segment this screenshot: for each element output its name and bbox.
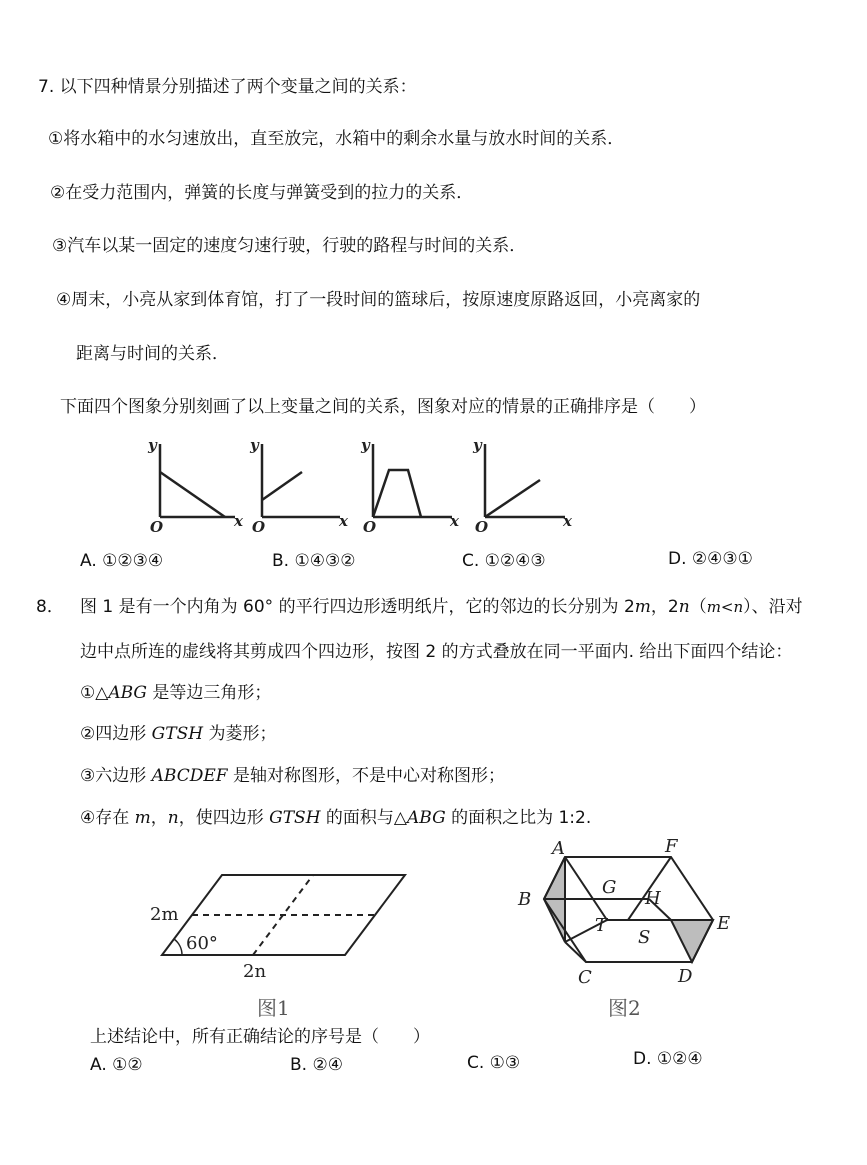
axis-y-4: y — [473, 436, 482, 454]
fig2-label-e: E — [717, 913, 731, 934]
fig2-label-f: F — [665, 836, 678, 857]
axis-o-4: O — [475, 518, 489, 536]
fig2-label-h: H — [645, 888, 661, 909]
q7-graph-3 — [373, 444, 452, 517]
q8-line-2: 边中点所连的虚线将其剪成四个四边形，按图 2 的方式叠放在同一平面内. 给出下面四个结论： — [80, 642, 793, 662]
axis-o-3: O — [363, 518, 377, 536]
q8-conclusion-2: ②四边形 GTSH 为菱形； — [80, 724, 277, 744]
q8-number: 8． — [36, 597, 64, 617]
fig1-caption: 图1 — [257, 996, 290, 1020]
fig2-label-g: G — [602, 877, 617, 898]
q7-scenario-2: ②在受力范围内，弹簧的长度与弹簧受到的拉力的关系． — [50, 183, 474, 203]
q7-question: 下面四个图象分别刻画了以上变量之间的关系，图象对应的情景的正确排序是（ ） — [60, 397, 706, 417]
q7-scenario-4: ④周末，小亮从家到体育馆，打了一段时间的篮球后，按原速度原路返回，小亮离家的 — [56, 290, 701, 310]
axis-y-2: y — [250, 436, 259, 454]
axis-x-2: x — [339, 512, 348, 530]
q7-graphs — [140, 432, 580, 537]
q7-graph-4 — [485, 444, 565, 517]
fig2-label-s: S — [638, 927, 651, 948]
q8-line-1: 图 1 是有一个内角为 60° 的平行四边形透明纸片，它的邻边的长分别为 2m，2n（m<n）、沿对 — [80, 597, 803, 617]
q7-stem: 7. 以下四种情景分别描述了两个变量之间的关系： — [38, 77, 417, 97]
q7-option-a[interactable]: A. ①②③④ — [80, 551, 164, 571]
axis-o-2: O — [252, 518, 266, 536]
q8-option-d[interactable]: D. ①②④ — [633, 1049, 703, 1069]
fig1-label-2n: 2n — [243, 961, 267, 982]
q7-scenario-1: ①将水箱中的水匀速放出，直至放完，水箱中的剩余水量与放水时间的关系． — [48, 129, 625, 149]
q7-scenario-4-cont: 距离与时间的关系． — [76, 344, 229, 364]
figure-1 — [140, 860, 430, 1020]
q8-conclusion-3: ③六边形 ABCDEF 是轴对称图形，不是中心对称图形； — [80, 766, 505, 786]
fig1-angle: 60° — [186, 933, 218, 954]
fig2-label-t: T — [595, 915, 608, 936]
axis-x-1: x — [234, 512, 243, 530]
axis-o-1: O — [150, 518, 164, 536]
axis-y-3: y — [361, 436, 370, 454]
fig2-label-d: D — [678, 966, 693, 987]
q8-option-c[interactable]: C. ①③ — [467, 1053, 521, 1073]
q7-option-c[interactable]: C. ①②④③ — [462, 551, 546, 571]
fig2-label-c: C — [578, 967, 592, 988]
q7-option-d[interactable]: D. ②④③① — [668, 549, 753, 569]
fig2-caption: 图2 — [608, 996, 641, 1020]
axis-y-1: y — [148, 436, 157, 454]
q7-graph-1 — [160, 444, 235, 517]
q8-option-a[interactable]: A. ①② — [90, 1055, 143, 1075]
q8-conclusion-4: ④存在 m，n，使四边形 GTSH 的面积与△ABG 的面积之比为 1:2. — [80, 808, 592, 828]
figure-2 — [510, 832, 760, 1032]
q7-scenario-3: ③汽车以某一固定的速度匀速行驶，行驶的路程与时间的关系． — [52, 236, 527, 256]
fig2-label-b: B — [518, 889, 532, 910]
q7-graph-2 — [262, 444, 340, 517]
q8-conclusion-1: ①△ABG 是等边三角形； — [80, 683, 272, 703]
fig1-label-2m: 2m — [150, 904, 179, 925]
axis-x-4: x — [563, 512, 572, 530]
axis-x-3: x — [450, 512, 459, 530]
q8-question: 上述结论中，所有正确结论的序号是（ ） — [90, 1027, 430, 1047]
fig2-label-a: A — [552, 838, 565, 859]
q8-option-b[interactable]: B. ②④ — [290, 1055, 343, 1075]
q7-option-b[interactable]: B. ①④③② — [272, 551, 356, 571]
